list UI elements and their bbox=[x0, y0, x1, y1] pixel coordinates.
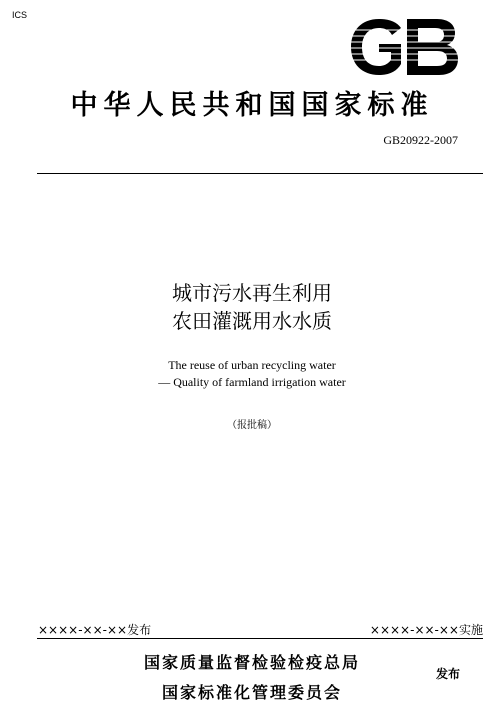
title-cn-line1: 城市污水再生利用 bbox=[172, 281, 332, 305]
title-en-line1: The reuse of urban recycling water bbox=[168, 358, 336, 372]
issuer-line1: 国家质量监督检验检疫总局 bbox=[143, 653, 360, 672]
bottom-divider bbox=[37, 638, 483, 639]
title-en-line2: — Quality of farmland irrigation water bbox=[158, 375, 346, 389]
publish-label: 发布 bbox=[435, 667, 460, 681]
draft-note: （报批稿） bbox=[227, 420, 277, 431]
ics-label: ICS bbox=[12, 10, 28, 20]
org-title: 中华人民共和国国家标准 bbox=[70, 90, 434, 121]
issue-date: ××××-××-××发布 bbox=[38, 623, 152, 637]
title-cn-line2: 农田灌溉用水水质 bbox=[172, 309, 332, 333]
gb-logo bbox=[345, 14, 463, 80]
standard-number: GB20922-2007 bbox=[383, 133, 458, 147]
top-divider bbox=[37, 173, 483, 174]
issuer-line2: 国家标准化管理委员会 bbox=[161, 683, 342, 702]
implement-date: ××××-××-××实施 bbox=[369, 623, 483, 637]
